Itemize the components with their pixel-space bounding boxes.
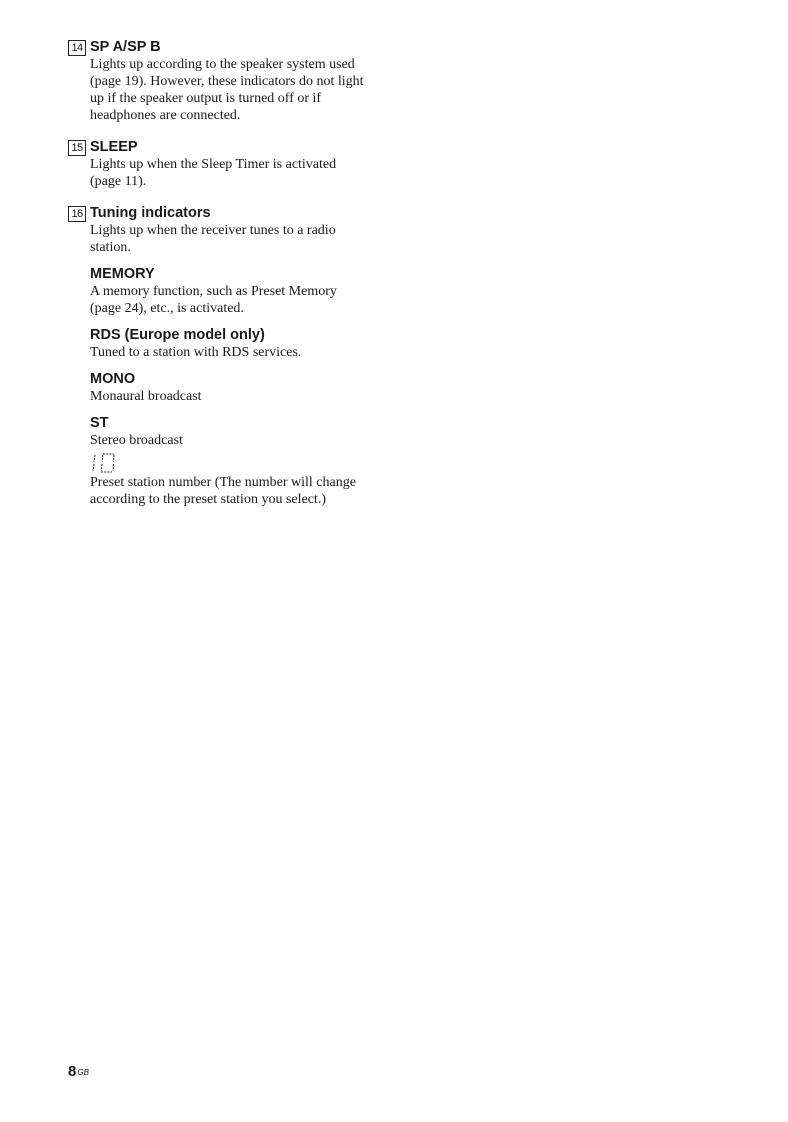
sub-item-memory: [90, 265, 398, 317]
text-line: headphones are connected.: [90, 108, 241, 123]
item-description: [90, 156, 398, 190]
text-line: Lights up according to the speaker system used: [90, 57, 355, 72]
sub-item-description: [90, 432, 398, 449]
page-number: 8: [68, 1063, 77, 1080]
text-line: Tuned to a station with RDS services.: [90, 345, 302, 360]
item-description: [90, 56, 398, 124]
item-description: [90, 222, 398, 256]
text-line: Lights up when the Sleep Timer is activated: [90, 157, 337, 172]
item-sleep: [68, 138, 398, 190]
text-line: Lights up when the receiver tunes to a radio: [90, 223, 336, 238]
text-line: station.: [90, 240, 131, 255]
sub-item-heading: MONO: [90, 371, 136, 387]
sub-item-heading: ST: [90, 415, 109, 431]
item-sp-a-sp-b: [68, 38, 398, 124]
sub-item-description: [90, 344, 398, 361]
item-number-badge: 16: [68, 206, 86, 222]
text-line: up if the speaker output is turned off or if: [90, 91, 322, 106]
page-footer: [68, 1063, 89, 1081]
text-line: (page 11).: [90, 174, 147, 189]
sub-item-rds: [90, 326, 398, 361]
text-line: Monaural broadcast: [90, 389, 202, 404]
page-content: [68, 38, 398, 508]
page-number-suffix: GB: [77, 1068, 89, 1077]
item-number-badge: 14: [68, 40, 86, 56]
text-line: (page 19). However, these indicators do not light: [90, 74, 364, 89]
text-line: according to the preset station you select.): [90, 492, 326, 507]
item-tuning-indicators: [68, 204, 398, 508]
sub-item-description: [90, 474, 398, 508]
item-heading: SP A/SP B: [90, 39, 161, 55]
seven-segment-display-icon: [90, 453, 120, 473]
sub-item-heading: MEMORY: [90, 266, 155, 282]
sub-item-heading: RDS (Europe model only): [90, 327, 265, 343]
sub-item-preset-number: [90, 453, 398, 508]
sub-item-description: [90, 388, 398, 405]
sub-item-mono: [90, 370, 398, 405]
item-heading: Tuning indicators: [90, 205, 211, 221]
text-line: Preset station number (The number will change: [90, 475, 356, 490]
text-line: (page 24), etc., is activated.: [90, 301, 244, 316]
sub-item-st: [90, 414, 398, 449]
text-line: A memory function, such as Preset Memory: [90, 284, 337, 299]
item-number-badge: 15: [68, 140, 86, 156]
sub-item-description: [90, 283, 398, 317]
text-line: Stereo broadcast: [90, 433, 183, 448]
item-heading: SLEEP: [90, 139, 138, 155]
